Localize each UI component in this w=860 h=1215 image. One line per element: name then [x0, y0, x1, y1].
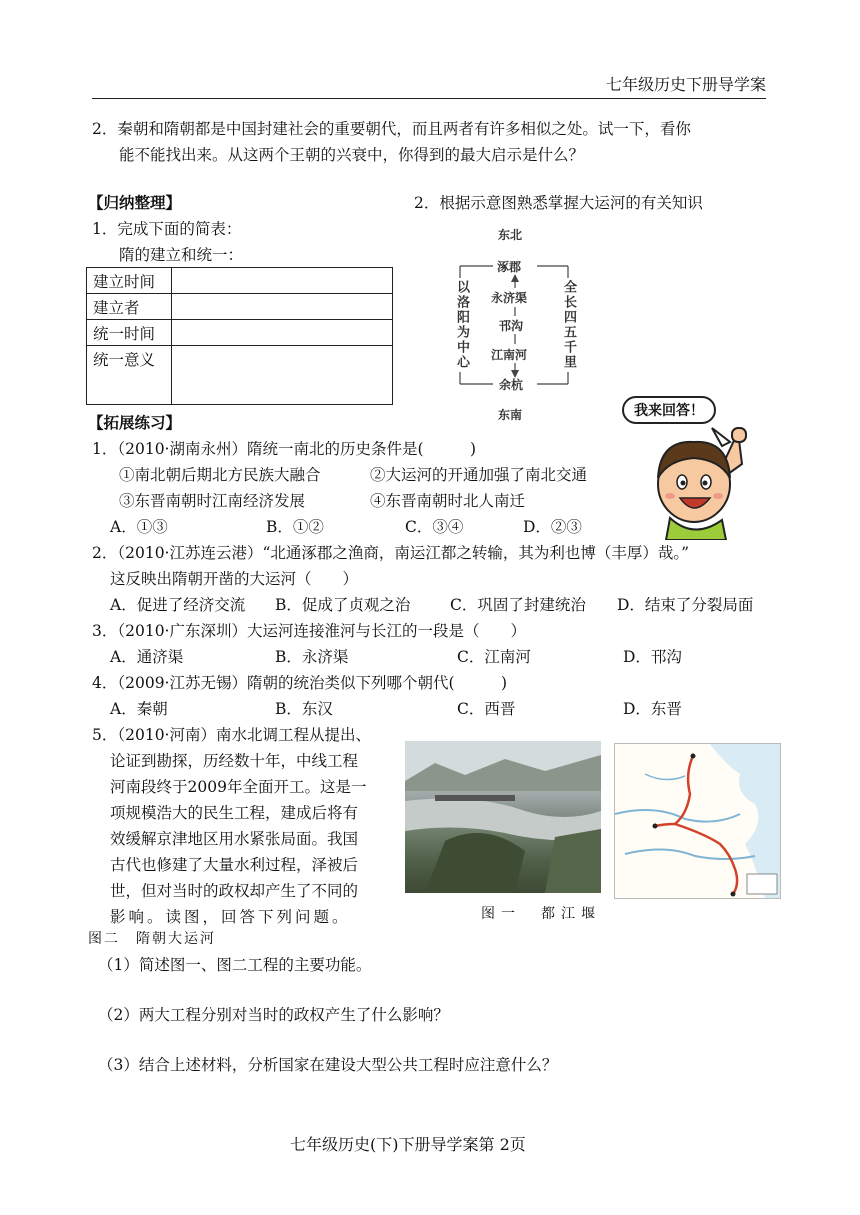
- table-label: 建立者: [87, 294, 172, 320]
- node-zhuojun: 涿郡: [497, 260, 522, 274]
- figure-dujiangyan-photo: [405, 741, 601, 893]
- q5-line: 影响。读图，回答下列问题。: [110, 908, 351, 926]
- table-cell[interactable]: [172, 268, 393, 294]
- summary-item-2: 2．根据示意图熟悉掌握大运河的有关知识: [414, 194, 703, 212]
- q1-option-d[interactable]: D．②③: [523, 518, 582, 536]
- page-footer: 七年级历史(下)下册导学案第 2页: [290, 1135, 526, 1154]
- intro-line-2: 能不能找出来。从这两个王朝的兴衰中，你得到的最大启示是什么？: [119, 146, 585, 164]
- q1-option-c[interactable]: C．③④: [405, 518, 464, 536]
- summary-item-1: 1．完成下面的简表：: [92, 220, 242, 238]
- q2-line-1: 2．（2010·江苏连云港）“北通涿郡之渔商，南运江都之转输，其为利也博（丰厚）哉。”: [92, 544, 690, 562]
- q3-option-b[interactable]: B．永济渠: [275, 648, 349, 666]
- q3-option-d[interactable]: D．邗沟: [623, 648, 682, 666]
- q4-option-d[interactable]: D．东晋: [623, 700, 682, 718]
- q1-statement-2: ②大运河的开通加强了南北交通: [370, 466, 588, 484]
- node-yongjiqu: 永济渠: [491, 291, 528, 305]
- table-cell[interactable]: [172, 320, 393, 346]
- q5-line: 论证到勘探，历经数十年，中线工程: [110, 752, 359, 770]
- direction-northeast: 东北: [498, 228, 523, 242]
- q5-line: 5．（2010·河南）南水北调工程从提出、: [92, 726, 371, 744]
- q1-statement-3: ③东晋南朝时江南经济发展: [119, 492, 306, 510]
- figure-grand-canal-map: [614, 743, 781, 899]
- node-jiangnanhe: 江南河: [491, 348, 528, 362]
- sui-table: [86, 267, 393, 405]
- speech-bubble: 我来回答！: [622, 396, 716, 424]
- header-rule: [92, 98, 766, 99]
- q4-option-c[interactable]: C．西晋: [457, 700, 516, 718]
- q3-option-c[interactable]: C．江南河: [457, 648, 531, 666]
- dujiangyan-illustration: [405, 741, 601, 893]
- practice-heading: 【拓展练习】: [88, 413, 182, 432]
- q2-line-2: 这反映出隋朝开凿的大运河（ ）: [110, 570, 359, 588]
- q4-option-a[interactable]: A．秦朝: [110, 700, 168, 718]
- q5-line: 项规模浩大的民生工程，建成后将有: [110, 804, 359, 822]
- q4-option-b[interactable]: B．东汉: [275, 700, 333, 718]
- header-title: 七年级历史下册导学案: [605, 75, 766, 94]
- q3-option-a[interactable]: A．通济渠: [110, 648, 184, 666]
- table-label: 统一意义: [87, 346, 172, 405]
- figure-2-caption: 图二 隋朝大运河: [88, 931, 216, 947]
- q1-option-b[interactable]: B．①②: [266, 518, 324, 536]
- q2-option-c[interactable]: C．巩固了封建统治: [450, 596, 586, 614]
- q5-line: 世，但对当时的政权却产生了不同的: [110, 882, 359, 900]
- canal-diagram: [440, 222, 590, 422]
- q3-stem: 3．（2010·广东深圳）大运河连接淮河与长江的一段是（ ）: [92, 622, 526, 640]
- table-cell[interactable]: [172, 294, 393, 320]
- q2-option-b[interactable]: B．促成了贞观之治: [275, 596, 411, 614]
- figure-1-caption: 图一 都江堰: [481, 906, 601, 922]
- q5-line: 古代也修建了大量水利过程，泽被后: [110, 856, 359, 874]
- table-row: [87, 346, 393, 405]
- q5-sub-2: （2）两大工程分别对当时的政权产生了什么影响？: [98, 1006, 449, 1024]
- cartoon-boy-icon: [650, 422, 760, 540]
- direction-southeast: 东南: [498, 408, 523, 422]
- q2-option-a[interactable]: A．促进了经济交流: [110, 596, 246, 614]
- label-luoyang-center: 以洛阳为中心: [454, 280, 469, 370]
- q5-sub-1: （1）简述图一、图二工程的主要功能。: [98, 956, 372, 974]
- grand-canal-map-illustration: [615, 744, 780, 898]
- q4-stem: 4．（2009·江苏无锡）隋朝的统治类似下列哪个朝代( ): [92, 674, 508, 692]
- node-yuhang: 余杭: [499, 378, 524, 392]
- q1-option-a[interactable]: A．①③: [110, 518, 168, 536]
- label-total-length: 全长四五千里: [561, 280, 576, 370]
- summary-sub: 隋的建立和统一：: [119, 246, 244, 264]
- summary-heading: 【归纳整理】: [88, 193, 182, 212]
- table-row: [87, 320, 393, 346]
- q5-line: 河南段终于2009年全面开工。这是一: [110, 778, 367, 796]
- q1-statement-4: ④东晋南朝时北人南迁: [370, 492, 526, 510]
- table-row: [87, 294, 393, 320]
- q2-option-d[interactable]: D．结束了分裂局面: [617, 596, 754, 614]
- node-hangou: 邗沟: [499, 319, 524, 333]
- table-label: 建立时间: [87, 268, 172, 294]
- q5-sub-3: （3）结合上述材料，分析国家在建设大型公共工程时应注意什么？: [98, 1056, 558, 1074]
- table-label: 统一时间: [87, 320, 172, 346]
- table-cell[interactable]: [172, 346, 393, 405]
- q5-line: 效缓解京津地区用水紧张局面。我国: [110, 830, 359, 848]
- intro-line-1: 2．秦朝和隋朝都是中国封建社会的重要朝代，而且两者有许多相似之处。试一下，看你: [92, 120, 691, 138]
- q1-stem: 1．（2010·湖南永州）隋统一南北的历史条件是( ): [92, 440, 477, 458]
- table-row: [87, 268, 393, 294]
- q1-statement-1: ①南北朝后期北方民族大融合: [119, 466, 321, 484]
